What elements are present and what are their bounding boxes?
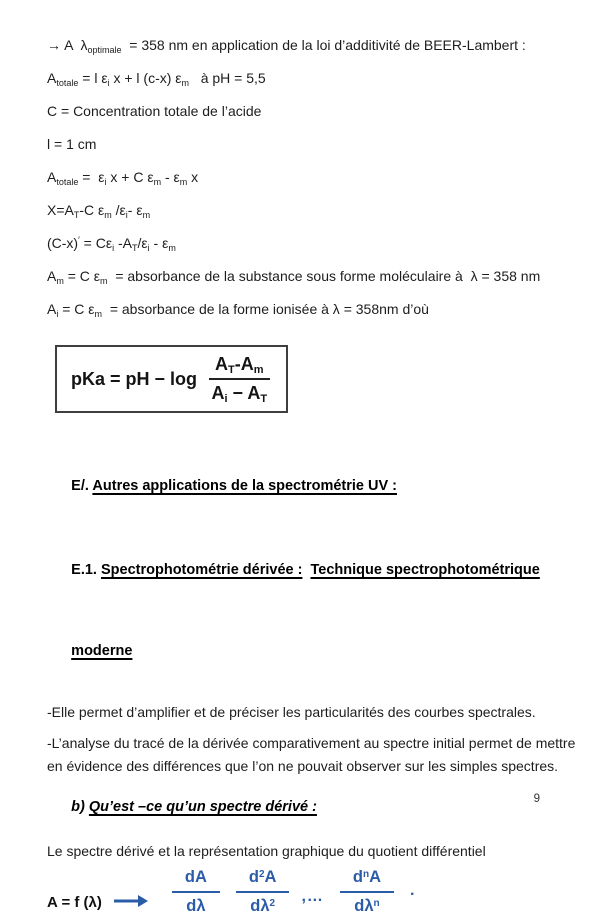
derivative-formula-terminator: .: [410, 882, 415, 899]
derivative-fraction-1: [172, 868, 220, 916]
section-heading-e-title: Autres applications de la spectrométrie UV :: [92, 478, 397, 494]
subsection-heading-b-prefix: b): [71, 799, 89, 815]
pka-formula-lhs: pKa = pH − log: [71, 368, 198, 389]
formula-line-a-totale-1: $A_{totale} = l$ $\varepsilon_i$ x + l (c-x) $\varepsilon_m$ à pH = 5,5: [47, 70, 266, 88]
section-heading-e: [47, 459, 596, 513]
pka-formula-fraction: [209, 354, 270, 404]
subsection-heading-b-title: Qu’est –ce qu’un spectre dérivé :: [88, 799, 317, 815]
formula-line-concentration: C = Concentration totale de l’acide: [47, 103, 262, 119]
derivative-fraction-1-numerator: dA: [172, 868, 220, 893]
formula-line-path-length: l = 1 cm: [47, 136, 97, 152]
derivative-fraction-1-denominator: dλ: [186, 897, 206, 915]
derivative-formula-separator: ,…: [301, 888, 324, 905]
derivative-fraction-n: [340, 868, 394, 916]
paragraph-derived-spectrum: Le spectre dérivé et la représentation graphique du quotient différentiel: [47, 843, 486, 859]
derivative-fraction-n-denominator: $d\lambda^n$: [354, 897, 380, 915]
section-heading-e1-prefix: E.1.: [71, 562, 101, 578]
section-heading-e-prefix: E/.: [71, 478, 93, 494]
derivative-fraction-2: [236, 868, 290, 916]
section-heading-e1-part2: Technique spectrophotométrique: [310, 562, 540, 578]
derivative-formula: [47, 868, 596, 916]
paragraph-analysis: -L’analyse du tracé de la dérivée comparativement au spectre initial permet de mettre en évidence des différences que l’on ne pouvait observer sur les simples spectres.: [47, 735, 576, 774]
formula-line-am: $A_m = C$ $\varepsilon_m$ = absorbance de la substance sous forme moléculaire à λ = 358 nm: [47, 268, 541, 286]
right-arrow-icon: [114, 895, 148, 907]
section-heading-e1-part1: Spectrophotométrie dérivée :: [101, 562, 303, 578]
derivative-fraction-n-numerator: $d^nA$: [340, 868, 394, 893]
pka-formula-box: [55, 345, 288, 413]
page-number: 9: [533, 793, 540, 805]
section-heading-e1: [47, 530, 573, 692]
subsection-heading-b: [47, 780, 596, 834]
formula-line-x: $X=A_T-C$ $\varepsilon_m$ $/\varepsilon_i-$ $\varepsilon_m$: [47, 202, 151, 220]
pka-fraction-denominator: $A_i - A_T$: [211, 383, 268, 405]
paragraph-amplify: -Elle permet d’amplifier et de préciser les particularités des courbes spectrales.: [47, 704, 536, 720]
derivative-fraction-2-numerator: $d^2A$: [236, 868, 290, 893]
derivative-formula-lhs: A = f (λ): [47, 893, 102, 911]
formula-line-optimal-wavelength: → A $\lambda_{optimale} = 358$ nm en application de la loi d’additivité de BEER-Lambert :: [47, 37, 526, 55]
derivative-fraction-2-denominator: $d\lambda^2$: [250, 897, 276, 915]
formula-line-a-totale-2: $A_{totale} = \varepsilon_i$ x + C $\varepsilon_m - \varepsilon_m$ x: [47, 169, 199, 187]
formula-line-c-minus-x: $(C-x)' = C\varepsilon_i$ $-A_T/\varepsilon_i - \varepsilon_m$: [47, 235, 176, 253]
pka-fraction-numerator: $A_T-A_m$: [209, 354, 270, 380]
section-heading-e1-gap: [302, 562, 310, 578]
formula-line-ai: $A_i = C$ $\varepsilon_m$ = absorbance de la forme ionisée à λ = 358nm d’où: [47, 301, 429, 319]
section-heading-e1-part3: moderne: [71, 643, 133, 659]
